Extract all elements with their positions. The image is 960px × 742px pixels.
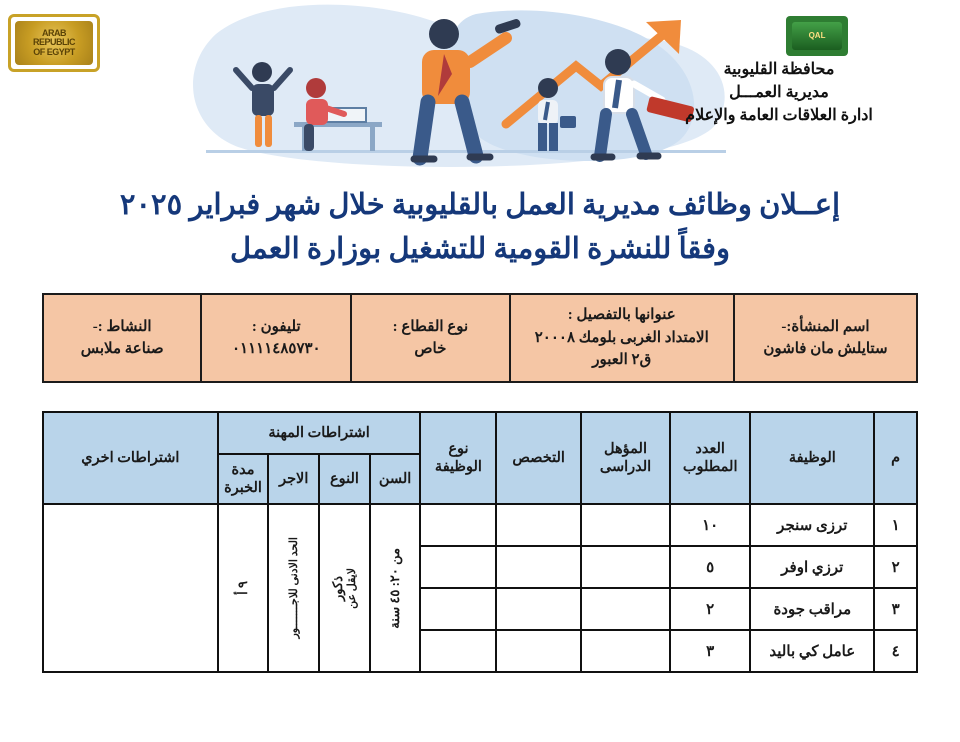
header-profession-conditions: اشتراطات المهنة [218,412,421,454]
merged-kind-inner [322,507,367,669]
merged-experience-value: ٩ أ [234,581,250,596]
row-count: ٥ [670,546,750,588]
row-count: ٣ [670,630,750,672]
merged-kind-cell [319,504,370,672]
page-header [0,0,960,178]
row-job: ترزى سنجر [750,504,874,546]
row-job: مراقب جودة [750,588,874,630]
establishment-sector-cell [351,294,509,382]
row-qualification [581,504,670,546]
row-qualification [581,588,670,630]
egypt-emblem-inner: ARAB REPUBLIC OF EGYPT [15,21,93,65]
merged-age-inner [373,507,418,669]
row-qualification [581,630,670,672]
header-age: السن [370,454,421,504]
row-count: ٢ [670,588,750,630]
page-title-line-2: وفقاً للنشرة القومية للتشغيل بوزارة العمل [230,232,730,265]
merged-wage-value: الحد الادنى للاجـــــــور [287,537,300,639]
ministry-line-2: مديرية العمـــل [729,84,829,102]
merged-kind-value: ذكور [330,575,346,601]
table-row [43,504,917,546]
establishment-address-value-1: الامتداد الغربى بلومك ٢٠٠٠٨ [534,329,709,346]
egypt-emblem-icon [8,14,100,72]
establishment-phone-value: ٠١١١١٤٨٥٧٣٠ [231,341,321,357]
row-specialization [496,588,581,630]
header-specialization: التخصص [496,412,581,504]
header-job-type: نوع الوظيفة [420,412,496,504]
row-index: ٢ [874,546,917,588]
row-index: ١ [874,504,917,546]
merged-kind-note: لايقل عن [345,567,358,609]
merged-other-cell [43,504,218,672]
establishment-address-label: عنوانها بالتفصيل : [567,307,676,324]
row-job-type [420,546,496,588]
establishment-activity-value: صناعة ملابس [80,341,164,357]
jobs-header-row-1 [43,412,917,454]
merged-experience-inner [221,507,266,669]
governorate-logo-icon [786,16,848,56]
merged-experience-cell [218,504,269,672]
row-job-type [420,588,496,630]
row-job-type [420,504,496,546]
header-experience: مدة الخبرة [218,454,269,504]
header-count: العدد المطلوب [670,412,750,504]
merged-age-cell [370,504,421,672]
establishment-address-value-2: ق٢ العبور [592,352,652,369]
ministry-heading [614,58,944,128]
merged-wage-inner [271,507,316,669]
row-index: ٤ [874,630,917,672]
establishment-phone-cell [201,294,351,382]
row-job-type [420,630,496,672]
row-specialization [496,504,581,546]
row-index: ٣ [874,588,917,630]
establishment-table [42,293,918,383]
ministry-line-1: محافظة القليوبية [723,61,835,78]
page-title [0,184,960,271]
establishment-name-cell [734,294,917,382]
governorate-logo-inner: QAL [792,22,842,50]
establishment-address-cell [510,294,734,382]
jobs-section [42,411,918,673]
establishment-phone-label: تليفون : [251,318,301,335]
establishment-sector-label: نوع القطاع : [392,318,469,335]
merged-wage-cell [268,504,319,672]
establishment-sector-value: خاص [414,341,447,357]
header-wage: الاجر [268,454,319,504]
establishment-activity-cell [43,294,201,382]
row-job: عامل كي باليد [750,630,874,672]
header-other-conditions: اشتراطات اخري [43,412,218,504]
jobs-table-body [43,504,917,672]
establishment-name-label: اسم المنشأة:- [781,318,870,335]
row-qualification [581,546,670,588]
establishment-activity-label: النشاط :- [92,318,152,335]
row-count: ١٠ [670,504,750,546]
row-specialization [496,630,581,672]
establishment-name-value: ستايلش مان فاشون [763,341,888,357]
row-specialization [496,546,581,588]
header-job: الوظيفة [750,412,874,504]
establishment-info-section [42,293,918,383]
merged-age-value: من ٢٠: ٤٥ سنة [386,547,402,629]
header-qualification: المؤهل الدراسى [581,412,670,504]
jobs-table [42,411,918,673]
header-index: م [874,412,917,504]
ministry-line-3: ادارة العلاقات العامة والإعلام [685,107,873,125]
row-job: ترزي اوفر [750,546,874,588]
header-kind: النوع [319,454,370,504]
jobs-table-head [43,412,917,504]
page-title-line-1: إعــلان وظائف مديرية العمل بالقليوبية خلال شهر فبراير ٢٠٢٥ [119,189,841,221]
establishment-row [43,294,917,382]
